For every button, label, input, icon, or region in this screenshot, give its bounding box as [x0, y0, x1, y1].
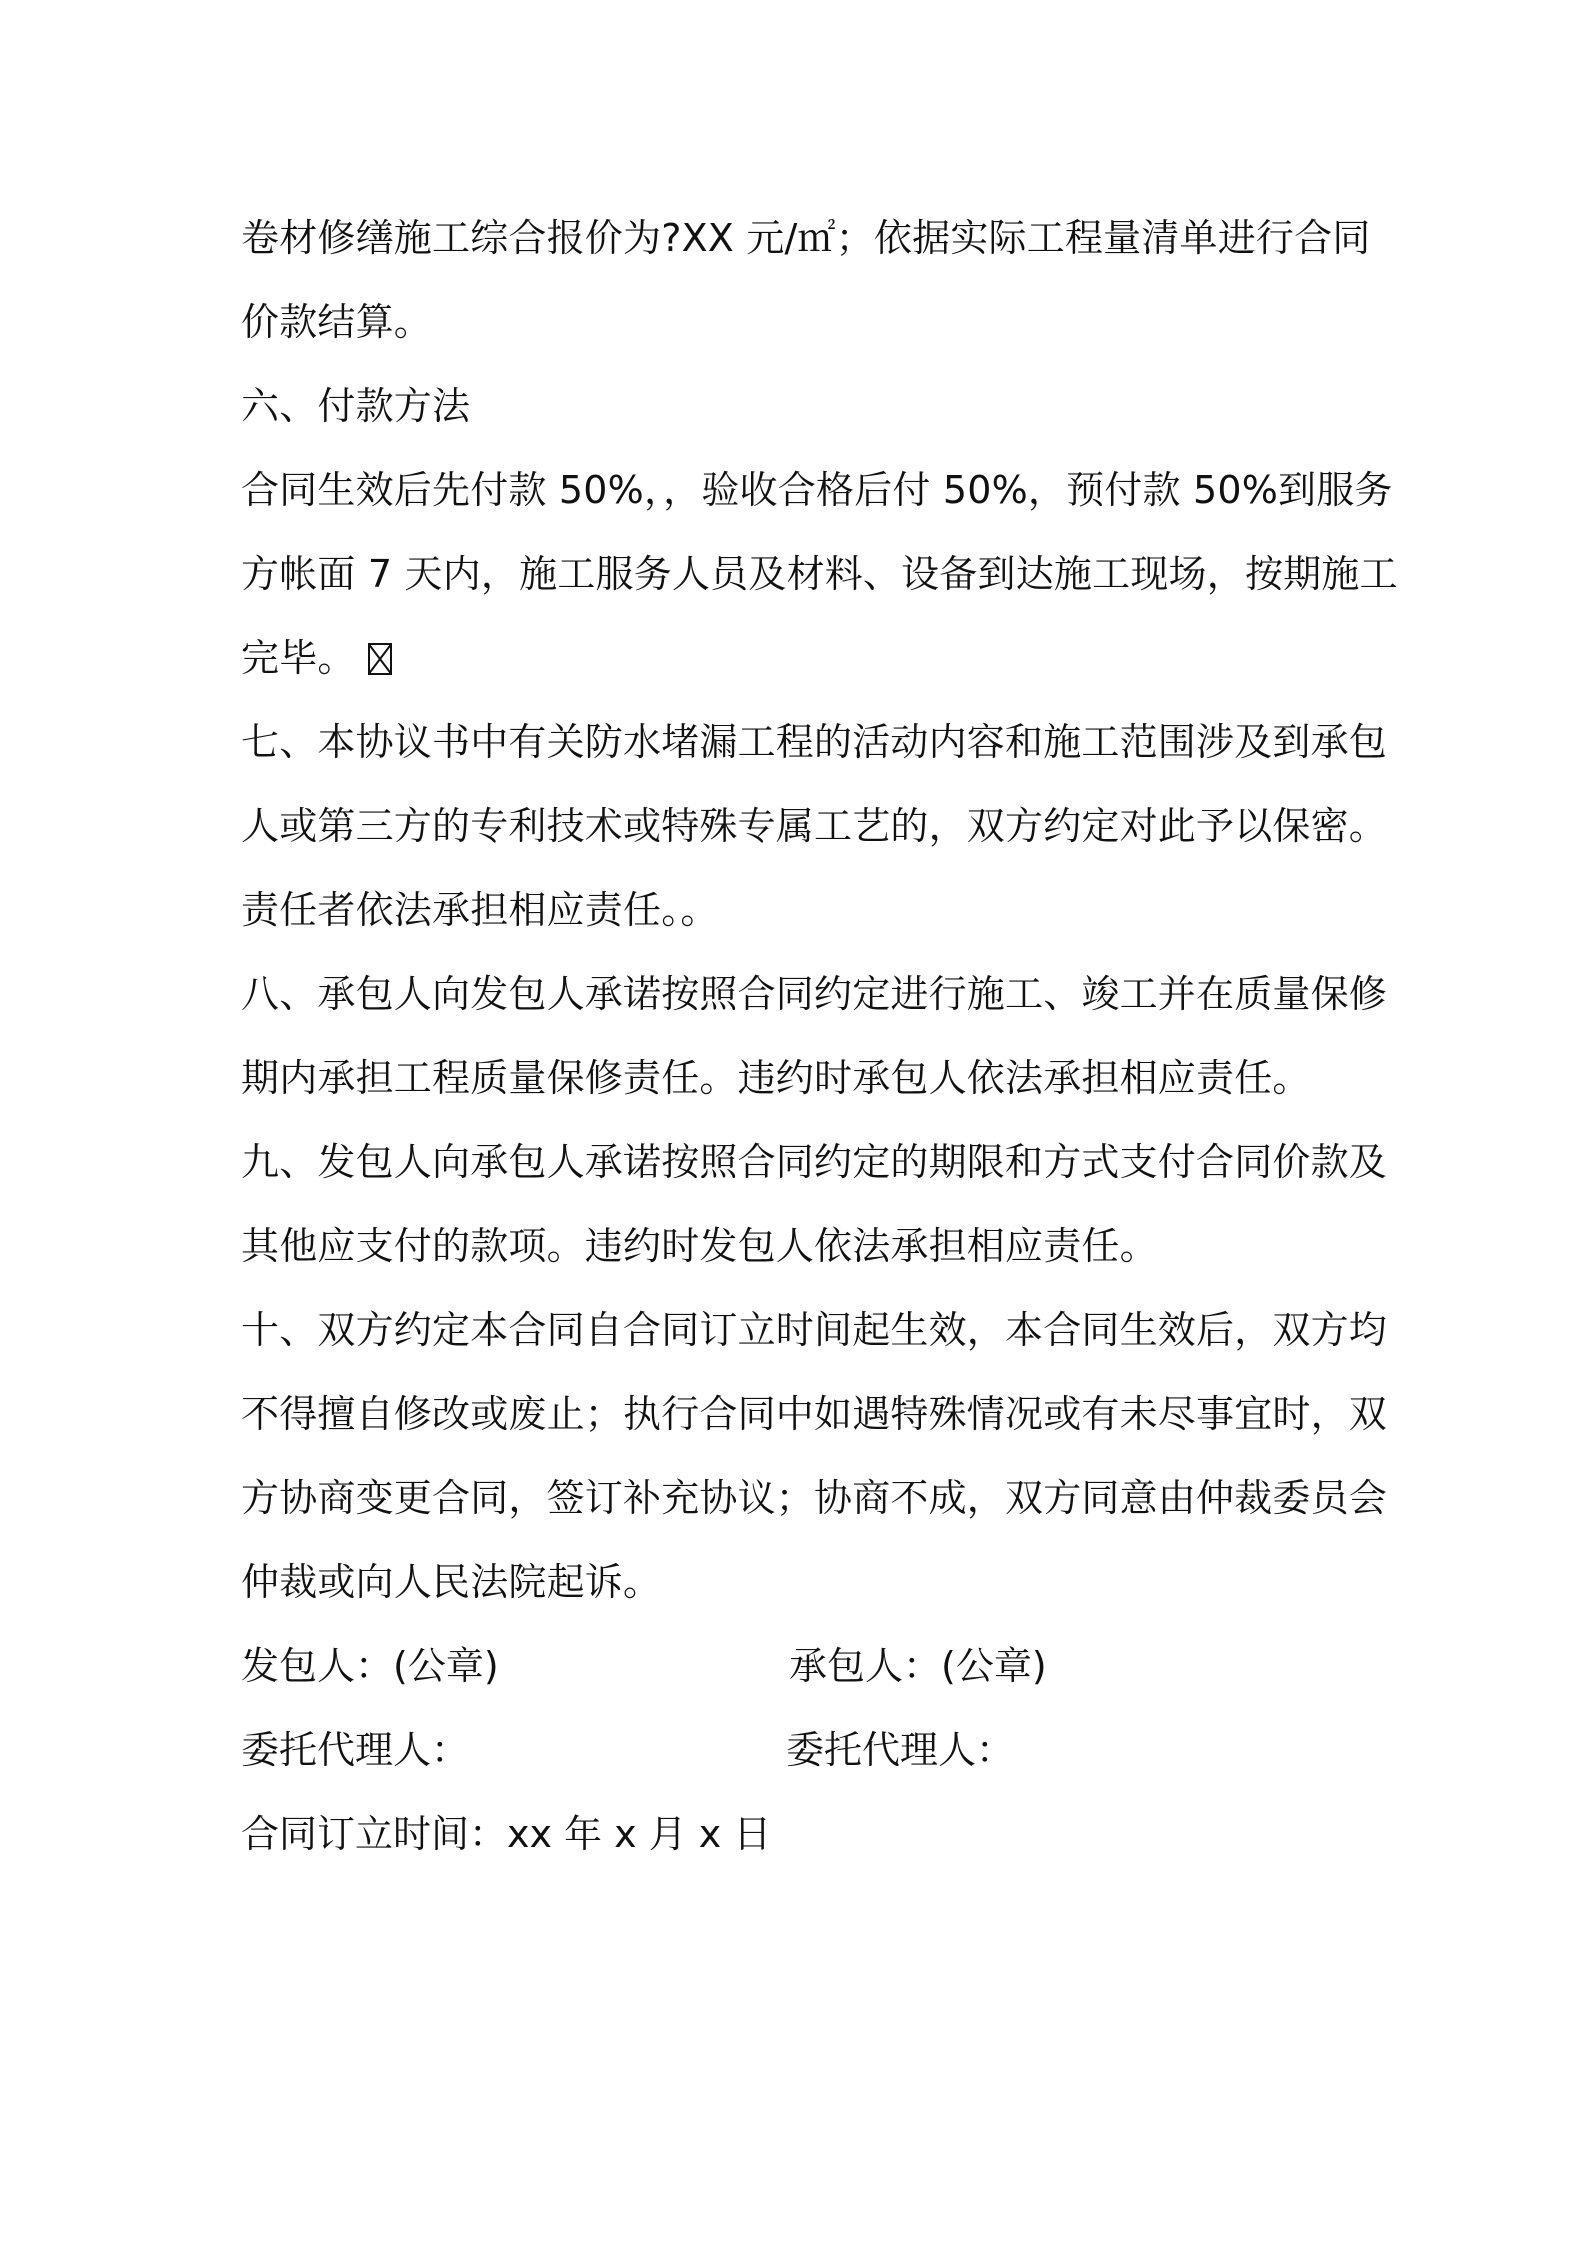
body-line: 方协商变更合同，签订补充协议；协商不成，双方同意由仲裁委员会 [241, 1476, 1388, 1520]
signature-seal-row [241, 1624, 1361, 1708]
contractor-agent-label: 委托代理人： [786, 1728, 1015, 1772]
contractor-seal-label: 承包人：(公章) [789, 1644, 1047, 1688]
body-line: 其他应支付的款项。违约时发包人依法承担相应责任。 [241, 1224, 1158, 1268]
signature-date-row [241, 1792, 1361, 1876]
clause-nine-line: 九、发包人向承包人承诺按照合同约定的期限和方式支付合同价款及 [241, 1140, 1388, 1184]
section-heading-payment: 六、付款方法 [241, 384, 471, 428]
missing-glyph-box-icon [368, 643, 392, 675]
body-line-with-icon [241, 616, 1361, 700]
body-line: 责任者依法承担相应责任。。 [241, 888, 719, 932]
body-line: 人或第三方的专利技术或特殊专属工艺的，双方约定对此予以保密。 [241, 804, 1388, 848]
body-line: 合同生效后先付款 50%，，验收合格后付 50%，预付款 50%到服务 [241, 468, 1393, 512]
body-line: 价款结算。 [241, 300, 433, 344]
employer-agent-label: 委托代理人： [241, 1728, 470, 1772]
body-line: 期内承担工程质量保修责任。违约时承包人依法承担相应责任。 [241, 1056, 1311, 1100]
body-line: 仲裁或向人民法院起诉。 [241, 1560, 662, 1604]
body-line-text: 完毕。 [241, 636, 356, 680]
clause-seven-line: 七、本协议书中有关防水堵漏工程的活动内容和施工范围涉及到承包 [241, 720, 1388, 764]
body-line: 不得擅自修改或废止；执行合同中如遇特殊情况或有未尽事宜时，双 [241, 1392, 1388, 1436]
body-line: 方帐面 7 天内，施工服务人员及材料、设备到达施工现场，按期施工 [241, 552, 1398, 596]
body-line: 卷材修缮施工综合报价为?XX 元/㎡；依据实际工程量清单进行合同 [241, 216, 1371, 260]
clause-eight-line: 八、承包人向发包人承诺按照合同约定进行施工、竣工并在质量保修 [241, 972, 1388, 1016]
signature-agent-row [241, 1708, 1361, 1792]
employer-seal-label: 发包人：(公章) [241, 1644, 499, 1688]
contract-body [241, 196, 1398, 1876]
contract-date-label: 合同订立时间：xx 年 x 月 x 日 [241, 1812, 772, 1856]
clause-ten-line: 十、双方约定本合同自合同订立时间起生效，本合同生效后，双方均 [241, 1308, 1388, 1352]
